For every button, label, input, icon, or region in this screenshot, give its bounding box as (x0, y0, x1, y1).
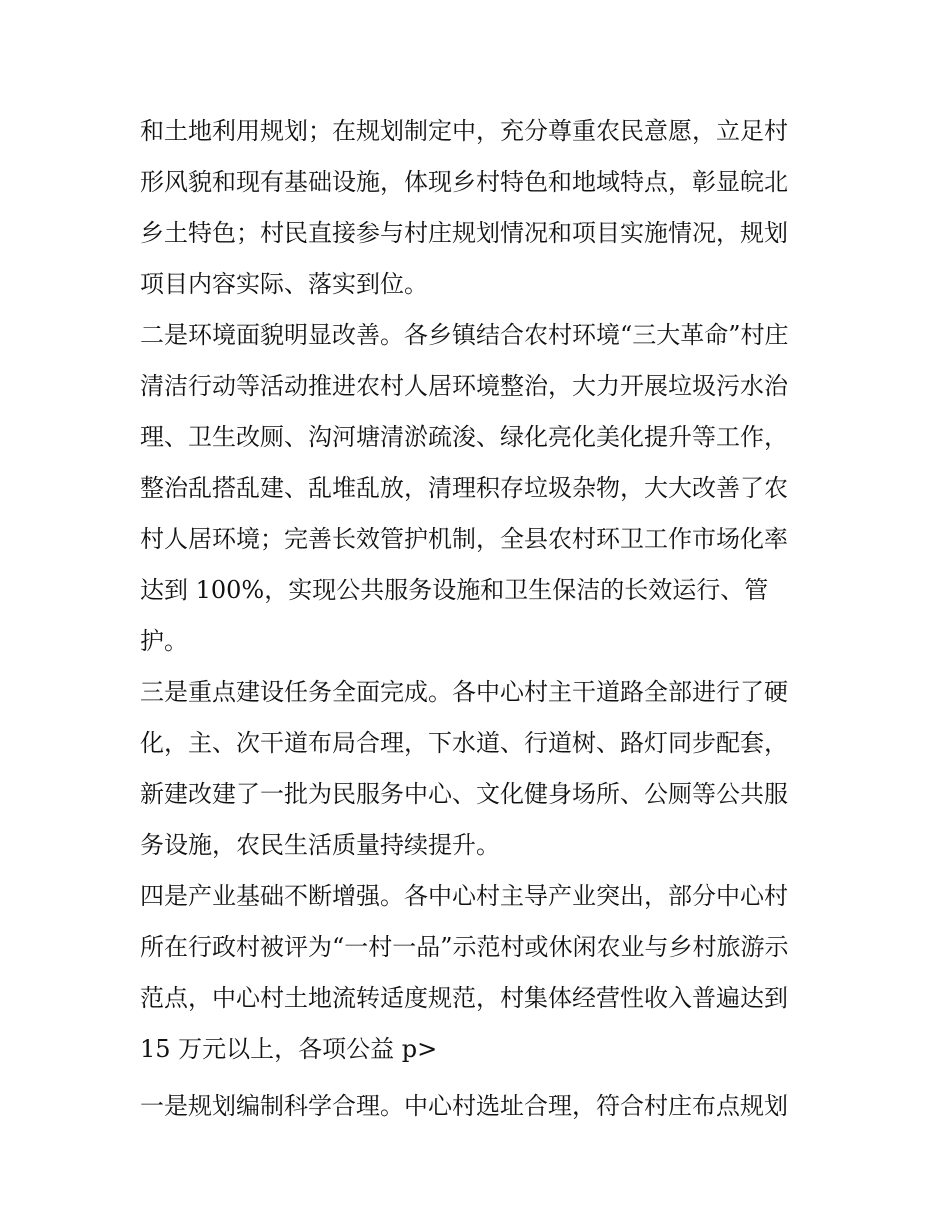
text-line: 清洁行动等活动推进农村人居环境整治，大力开展垃圾污水治 (140, 372, 788, 400)
text-line: 15 万元以上，各项公益 p> (140, 1035, 438, 1063)
text-line: 二是环境面貌明显改善。各乡镇结合农村环境“三大革命”村庄 (140, 321, 789, 349)
text-line: 乡土特色；村民直接参与村庄规划情况和项目实施情况，规划 (140, 219, 788, 247)
text-line: 项目内容实际、落实到位。 (140, 270, 428, 298)
text-line: 所在行政村被评为“一村一品”示范村或休闲农业与乡村旅游示 (140, 933, 789, 961)
text-line: 务设施，农民生活质量持续提升。 (140, 831, 500, 859)
text-line: 三是重点建设任务全面完成。各中心村主干道路全部进行了硬 (140, 678, 788, 706)
document-body (140, 106, 820, 1132)
text-line: 达到 100%，实现公共服务设施和卫生保洁的长效运行、管 (140, 576, 769, 604)
text-line: 一是规划编制科学合理。中心村选址合理，符合村庄布点规划 (140, 1092, 788, 1120)
text-line: 和土地利用规划；在规划制定中，充分尊重农民意愿，立足村 (140, 117, 788, 145)
text-line: 护。 (140, 627, 188, 655)
text-line: 理、卫生改厕、沟河塘清淤疏浚、绿化亮化美化提升等工作， (140, 423, 788, 451)
text-line: 形风貌和现有基础设施，体现乡村特色和地域特点，彰显皖北 (140, 168, 788, 196)
text-line: 范点，中心村土地流转适度规范，村集体经营性收入普遍达到 (140, 984, 788, 1012)
text-line: 化，主、次干道布局合理，下水道、行道树、路灯同步配套， (140, 729, 788, 757)
text-line: 新建改建了一批为民服务中心、文化健身场所、公厕等公共服 (140, 780, 788, 808)
text-line: 整治乱搭乱建、乱堆乱放，清理积存垃圾杂物，大大改善了农 (140, 474, 788, 502)
text-line: 村人居环境；完善长效管护机制，全县农村环卫工作市场化率 (140, 525, 788, 553)
text-line: 四是产业基础不断增强。各中心村主导产业突出，部分中心村 (140, 882, 788, 910)
